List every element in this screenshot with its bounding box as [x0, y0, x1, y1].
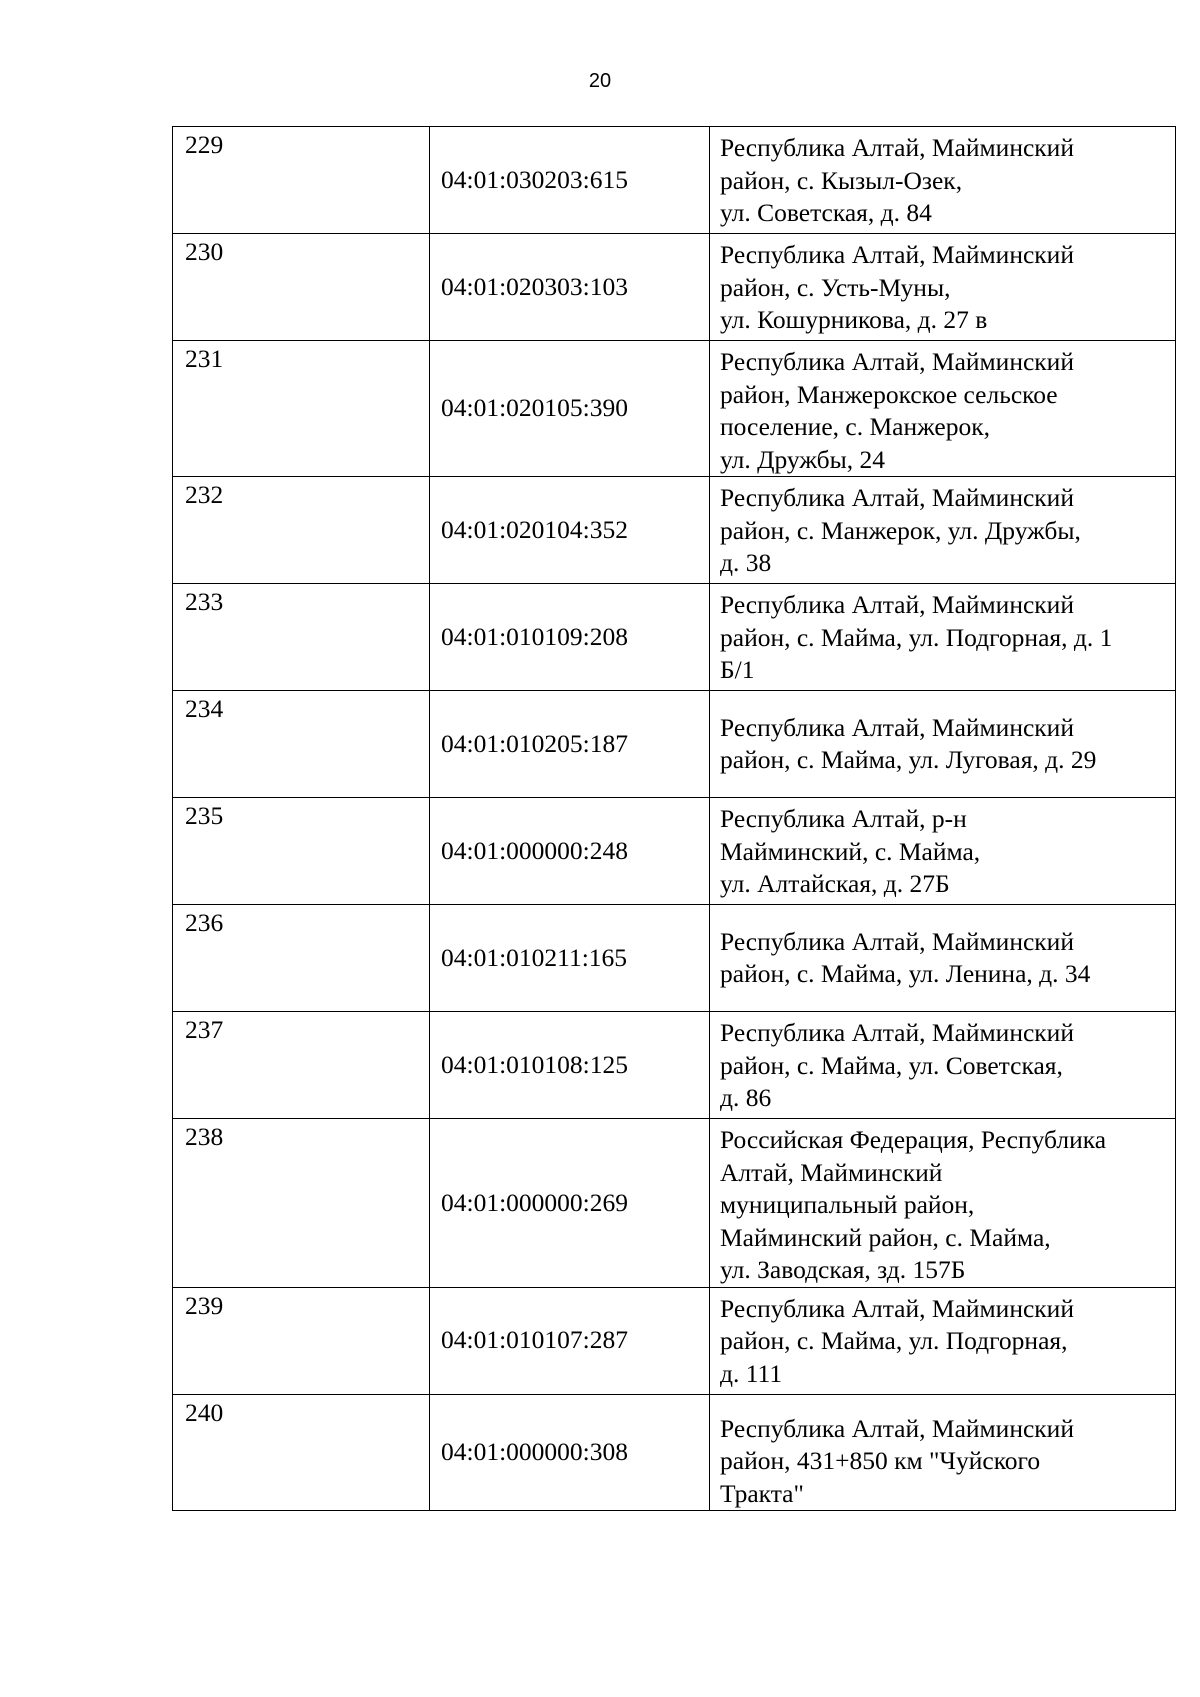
- row-number: 230: [173, 234, 430, 341]
- cadastral-number: 04:01:000000:269: [430, 1119, 710, 1288]
- address-cell: [710, 127, 1176, 234]
- page-number: 20: [588, 70, 612, 92]
- row-number: 239: [173, 1287, 430, 1394]
- address-cell: [710, 477, 1176, 584]
- table-row: [173, 798, 1176, 905]
- table-row: [173, 691, 1176, 798]
- cadastral-number: 04:01:030203:615: [430, 127, 710, 234]
- registry-table-body: [173, 127, 1176, 1511]
- row-number: 233: [173, 584, 430, 691]
- address: Российская Федерация, Республика Алтай, Майминский муниципальный район, Майминский район, с. Майма, ул. Заводская, зд. 157Б: [720, 1125, 1107, 1284]
- cadastral-number: 04:01:010107:287: [430, 1287, 710, 1394]
- address: Республика Алтай, Майминский район, с. Усть-Муны, ул. Кошурникова, д. 27 в: [720, 240, 1074, 334]
- table-row: [173, 584, 1176, 691]
- address-cell: [710, 798, 1176, 905]
- address-cell: [710, 1119, 1176, 1288]
- address: Республика Алтай, Майминский район, с. Майма, ул. Подгорная, д. 1 Б/1: [720, 590, 1113, 684]
- cadastral-number: 04:01:000000:308: [430, 1394, 710, 1511]
- table-row: [173, 1119, 1176, 1288]
- address-cell: [710, 234, 1176, 341]
- address: Республика Алтай, Майминский район, 431+850 км "Чуйского Тракта": [720, 1413, 1074, 1508]
- address: Республика Алтай, Майминский район, с. Майма, ул. Советская, д. 86: [720, 1018, 1074, 1112]
- row-number: 234: [173, 691, 430, 798]
- table-row: [173, 477, 1176, 584]
- address: Республика Алтай, Майминский район, с. Манжерок, ул. Дружбы, д. 38: [720, 483, 1081, 577]
- row-number: 236: [173, 905, 430, 1012]
- table-row: [173, 234, 1176, 341]
- cadastral-number: 04:01:020303:103: [430, 234, 710, 341]
- address-cell: [710, 341, 1176, 477]
- address: Республика Алтай, Майминский район, с. Кызыл-Озек, ул. Советская, д. 84: [720, 133, 1074, 227]
- cadastral-number: 04:01:010205:187: [430, 691, 710, 798]
- table-row: [173, 1287, 1176, 1394]
- table-row: [173, 1394, 1176, 1511]
- address-cell: [710, 1287, 1176, 1394]
- table-row: [173, 127, 1176, 234]
- table-row: [173, 905, 1176, 1012]
- row-number: 232: [173, 477, 430, 584]
- address: Республика Алтай, Майминский район, с. Майма, ул. Луговая, д. 29: [720, 712, 1097, 774]
- row-number: 237: [173, 1012, 430, 1119]
- cadastral-number: 04:01:010211:165: [430, 905, 710, 1012]
- address-cell: [710, 1394, 1176, 1511]
- address: Республика Алтай, Майминский район, с. Майма, ул. Подгорная, д. 111: [720, 1293, 1074, 1388]
- cadastral-number: 04:01:000000:248: [430, 798, 710, 905]
- row-number: 235: [173, 798, 430, 905]
- row-number: 240: [173, 1394, 430, 1511]
- cadastral-number: 04:01:020105:390: [430, 341, 710, 477]
- table-row: [173, 341, 1176, 477]
- row-number: 238: [173, 1119, 430, 1288]
- cadastral-number: 04:01:020104:352: [430, 477, 710, 584]
- row-number: 231: [173, 341, 430, 477]
- address-cell: [710, 1012, 1176, 1119]
- row-number: 229: [173, 127, 430, 234]
- address-cell: [710, 584, 1176, 691]
- registry-table: [172, 126, 1176, 1511]
- table-row: [173, 1012, 1176, 1119]
- cadastral-number: 04:01:010108:125: [430, 1012, 710, 1119]
- address: Республика Алтай, Майминский район, с. Майма, ул. Ленина, д. 34: [720, 926, 1091, 988]
- address: Республика Алтай, Майминский район, Манжерокское сельское поселение, с. Манжерок, ул. Дружбы, 24: [720, 347, 1074, 474]
- address: Республика Алтай, р-н Майминский, с. Майма, ул. Алтайская, д. 27Б: [720, 804, 981, 898]
- cadastral-number: 04:01:010109:208: [430, 584, 710, 691]
- address-cell: [710, 905, 1176, 1012]
- address-cell: [710, 691, 1176, 798]
